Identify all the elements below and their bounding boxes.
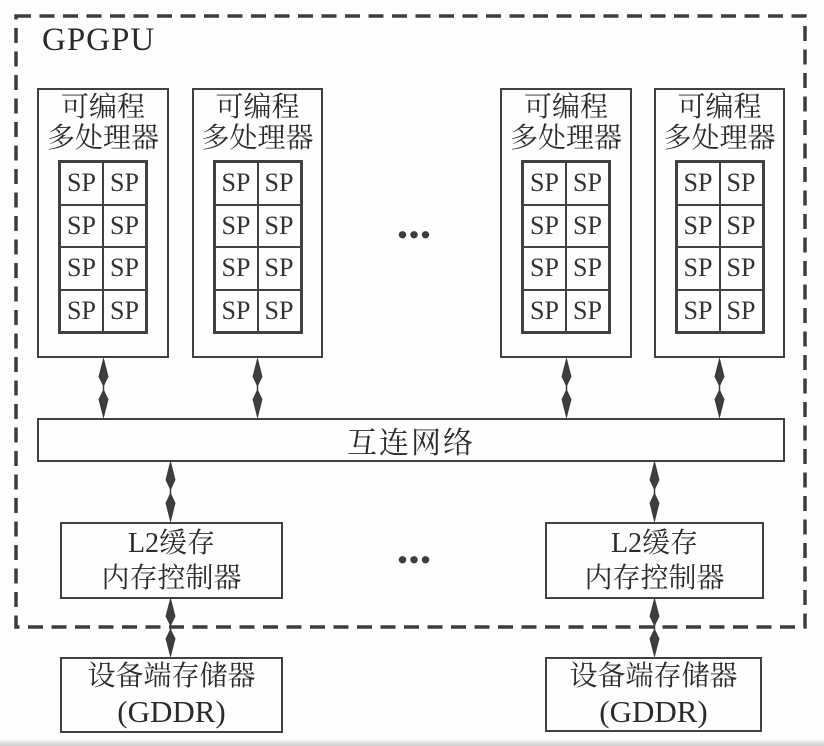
mp2-bus-arrow [250,357,265,419]
device-memory-label-line2: (GDDR) [599,693,708,729]
sp-cell: SP [215,205,258,248]
interconnect-network-bar: 互连网络 [37,418,785,462]
sp-cell: SP [677,205,720,248]
l2-label-line2: 内存控制器 [584,562,725,594]
multiprocessor-label-line2: 多处理器 [509,123,622,154]
sp-cell: SP [523,290,566,333]
bus-l2-arrow-right [647,460,662,523]
multiprocessor-label-line1: 可编程 [677,92,762,123]
device-memory-label-line1: 设备端存储器 [569,660,738,692]
sp-cell: SP [60,205,103,248]
l2-cache-box-2 [545,522,764,599]
device-memory-label-line2: (GDDR) [117,694,226,729]
gpgpu-title: GPGPU [42,22,156,58]
sp-cell: SP [677,247,720,290]
sp-cell: SP [103,290,146,333]
multiprocessor-label [194,90,321,154]
sp-cell: SP [258,205,301,248]
multiprocessor-box-1 [37,88,169,358]
sp-cell: SP [60,162,103,205]
multiprocessor-label-line1: 可编程 [523,92,608,123]
sp-cell: SP [720,247,763,290]
sp-grid [58,160,148,334]
sp-cell: SP [258,247,301,290]
sp-cell: SP [566,162,609,205]
multiprocessor-box-4 [654,88,785,358]
l2-label-line1: L2缓存 [127,527,216,559]
sp-cell: SP [720,290,763,333]
multiprocessor-box-2 [192,88,323,358]
sp-cell: SP [103,247,146,290]
sp-cell: SP [677,162,720,205]
device-memory-label-line1: 设备端存储器 [87,661,256,692]
sp-cell: SP [677,290,720,333]
sp-grid [213,160,303,334]
multiprocessor-label-line2: 多处理器 [46,123,159,154]
sp-cell: SP [566,290,609,333]
sp-grid [675,160,765,334]
sp-cell: SP [523,205,566,248]
multiprocessor-label-line2: 多处理器 [201,123,314,154]
multiprocessor-label-line1: 可编程 [60,92,145,123]
multiprocessor-label [39,90,167,154]
l2-ellipsis: ... [396,522,432,573]
sp-cell: SP [720,162,763,205]
l2-cache-box-1 [60,522,283,599]
multiprocessor-box-3 [500,88,632,358]
sp-cell: SP [60,290,103,333]
l2-memory-arrow-right [647,597,662,658]
multiprocessor-ellipsis: ... [396,197,432,248]
sp-cell: SP [566,247,609,290]
sp-cell: SP [103,205,146,248]
bus-l2-arrow-left [163,460,178,523]
mp1-bus-arrow [96,357,111,419]
device-memory-box-2 [545,657,762,732]
l2-memory-arrow-left [163,597,178,658]
device-memory-box-1 [60,657,283,733]
multiprocessor-label [656,90,783,154]
sp-cell: SP [523,162,566,205]
sp-cell: SP [60,247,103,290]
sp-cell: SP [103,162,146,205]
sp-cell: SP [215,162,258,205]
sp-cell: SP [258,162,301,205]
sp-cell: SP [215,247,258,290]
l2-label-line2: 内存控制器 [101,562,242,594]
multiprocessor-label [502,90,630,154]
sp-cell: SP [720,205,763,248]
sp-cell: SP [258,290,301,333]
sp-grid [521,160,611,334]
mp4-bus-arrow [712,357,727,419]
mp3-bus-arrow [559,357,574,419]
sp-cell: SP [523,247,566,290]
multiprocessor-label-line1: 可编程 [215,92,300,123]
sp-cell: SP [215,290,258,333]
multiprocessor-label-line2: 多处理器 [663,123,776,154]
sp-cell: SP [566,205,609,248]
l2-label-line1: L2缓存 [610,527,699,559]
